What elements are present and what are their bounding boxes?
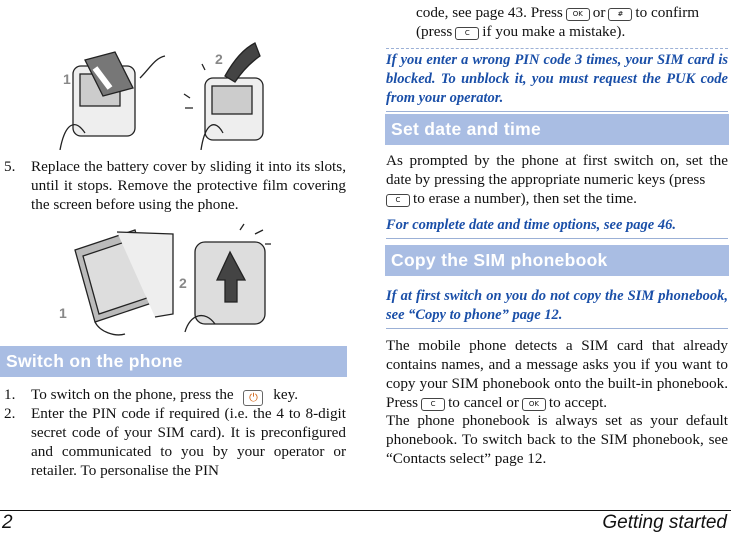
c-key-icon: C xyxy=(455,27,479,40)
date-note-text: For complete date and time options, see page 46. xyxy=(386,217,676,233)
section-title: Switch on the phone xyxy=(6,351,183,371)
c-key-icon: C xyxy=(421,398,445,411)
step-2 xyxy=(0,404,346,480)
section-title: Copy the SIM phonebook xyxy=(391,250,608,270)
step-5 xyxy=(0,157,346,214)
footer-rule xyxy=(0,510,731,511)
step-1-number: 1. xyxy=(4,386,16,403)
step-1-text: To switch on the phone, press the xyxy=(31,386,234,403)
step-2-marker: 2 xyxy=(179,275,187,291)
battery-cover-illustration xyxy=(55,38,300,150)
battery-cover-slide-illustration xyxy=(55,222,300,340)
step-2-text: Enter the PIN code if required (i.e. the 4 to 8-digit secret code of your SIM card). It is preconfigured and communicated to you by your operator or retailer. To personalise the PIN xyxy=(31,405,346,479)
step-1-text-end: key. xyxy=(273,386,299,403)
pin-continuation: code, see page 43. Press OK or # to confirm (press C if you make a mistake). xyxy=(416,4,700,40)
page-number: 2 xyxy=(2,512,13,533)
step-1 xyxy=(0,385,346,406)
pin-warning-text: If you enter a wrong PIN code 3 times, your SIM card is blocked. To unblock it, you must request the PUK code from your operator. xyxy=(386,52,728,106)
sim-note-text: If at first switch on you do not copy the SIM phonebook, see “Copy to phone” page 12. xyxy=(386,288,728,323)
power-key-icon: ⏻ xyxy=(243,390,263,406)
date-note xyxy=(386,214,728,239)
step-2-number: 2. xyxy=(4,405,16,422)
ok-key-icon: OK xyxy=(522,398,546,411)
section-header-copy-sim xyxy=(385,245,729,276)
ok-key-icon: OK xyxy=(566,8,590,21)
sim-paragraph-1: The mobile phone detects a SIM card that already contains names, and a message asks you if you want to copy your SIM phonebook onto the built-in phonebook. Press C to cancel or OK to accept. xyxy=(386,337,728,411)
date-paragraph: As prompted by the phone at first switch on, set the date by pressing the appropriate numeric keys (press C to erase a number), then set the time. xyxy=(386,152,728,207)
sim-paragraph-2: The phone phonebook is always set as your default phonebook. To switch back to the SIM phonebook, see “Contacts select” page 12. xyxy=(386,412,728,467)
section-title: Set date and time xyxy=(391,119,541,139)
chapter-title: Getting started xyxy=(602,512,727,533)
step-1-marker: 1 xyxy=(63,71,71,87)
step-2-marker: 2 xyxy=(215,51,223,67)
section-header-date-time xyxy=(385,114,729,145)
sim-note xyxy=(386,285,728,329)
section-header-switch-on xyxy=(0,346,347,377)
pin-warning-note xyxy=(386,48,728,112)
hash-key-icon: # xyxy=(608,8,632,21)
step-5-number: 5. xyxy=(4,158,16,175)
step-1-marker: 1 xyxy=(59,305,67,321)
c-key-icon: C xyxy=(386,194,410,207)
step-5-text: Replace the battery cover by sliding it into its slots, until it stops. Remove the protective film covering the screen before using the phone. xyxy=(31,158,346,213)
